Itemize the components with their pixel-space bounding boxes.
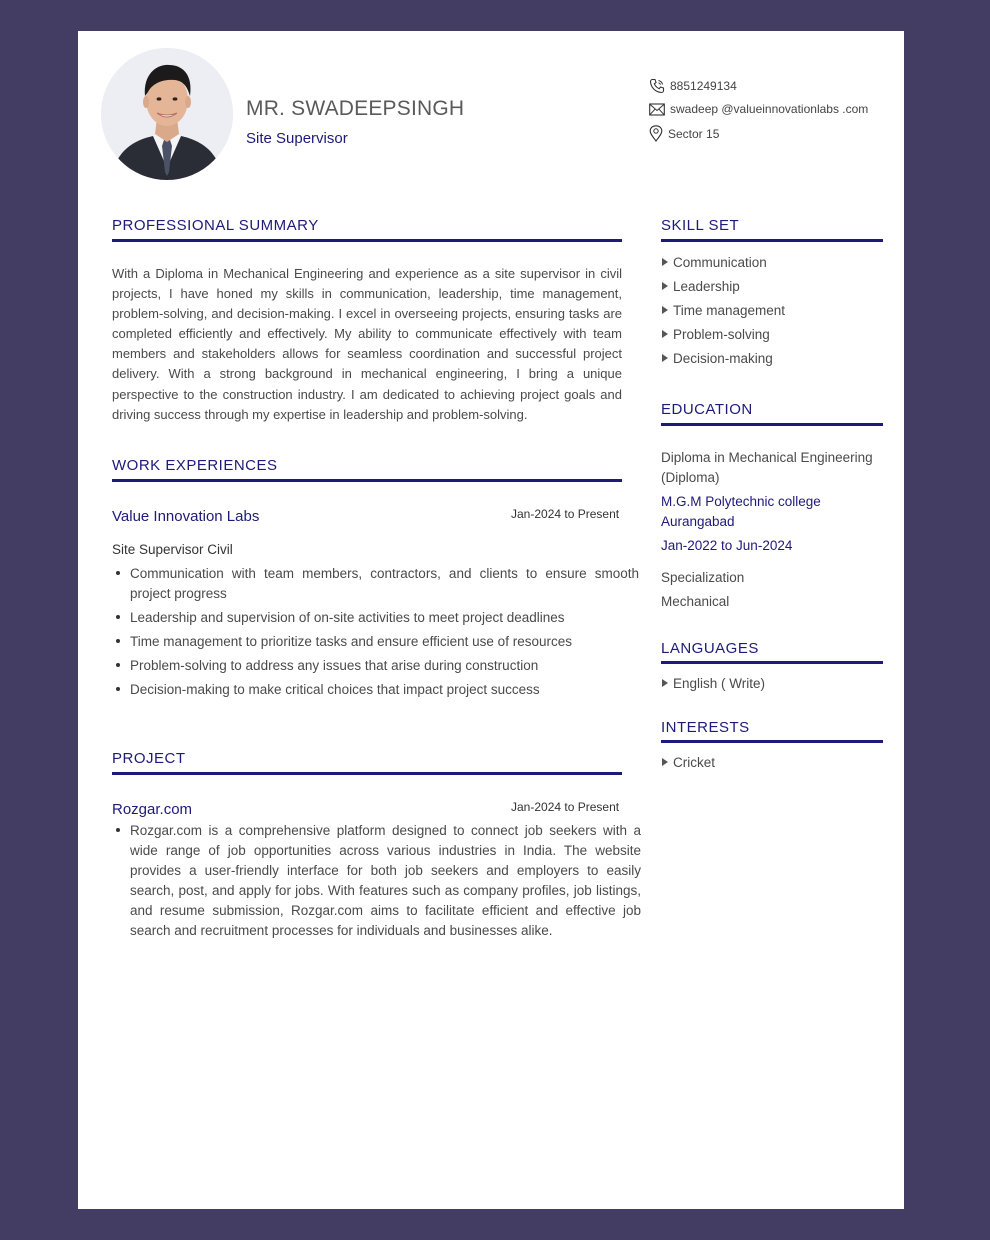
mail-icon xyxy=(649,103,665,116)
candidate-name: MR. SWADEEPSINGH xyxy=(246,97,465,120)
work-role: Site Supervisor Civil xyxy=(112,542,233,557)
education-spec-value: Mechanical xyxy=(661,594,730,609)
summary-heading: PROFESSIONAL SUMMARY xyxy=(112,217,319,234)
work-bullet: Decision-making to make critical choices that impact project success xyxy=(112,680,639,700)
interests-divider xyxy=(661,740,883,743)
summary-text: With a Diploma in Mechanical Engineering and experience as a site supervisor in civil projects, I have honed my skills in communication, leadership, time management, problem-solving, and decision-making. I excel in overseeing projects, ensuring tasks are completed efficiently and effectively. My ability to communicate effectively with team members and stakeholders allows for seamless coordination and successful project delivery. With a strong background in mechanical engineering, I bring a unique perspective to the construction industry. I am dedicated to achieving project goals and driving success through my expertise in leadership and problem-solving. xyxy=(112,266,622,422)
project-dates: Jan-2024 to Present xyxy=(511,800,620,814)
education-degree-type: (Diploma) xyxy=(661,470,720,485)
skill-item: Time management xyxy=(661,299,785,323)
education-college-name: M.G.M Polytechnic college xyxy=(661,494,821,509)
candidate-job-title: Site Supervisor xyxy=(246,130,348,147)
education-degree xyxy=(661,448,873,488)
languages-divider xyxy=(661,661,883,664)
location-pin-icon xyxy=(649,125,663,142)
project-heading: PROJECT xyxy=(112,750,186,767)
work-divider xyxy=(112,479,622,482)
work-bullet: Problem-solving to address any issues that arise during construction xyxy=(112,656,639,676)
skills-list xyxy=(661,251,785,371)
interests-heading: INTERESTS xyxy=(661,719,750,736)
work-heading: WORK EXPERIENCES xyxy=(112,457,278,474)
resume-page xyxy=(78,31,904,1209)
avatar xyxy=(101,48,233,180)
work-bullet: Time management to prioritize tasks and ensure efficient use of resources xyxy=(112,632,639,652)
work-dates: Jan-2024 to Present xyxy=(511,507,620,521)
education-college-city: Aurangabad xyxy=(661,514,735,529)
email-address: swadeep @valueinnovationlabs .com xyxy=(670,102,869,116)
profile-photo-illustration xyxy=(101,48,233,180)
education-college xyxy=(661,492,821,532)
project-bullet-list xyxy=(112,821,641,945)
contact-location xyxy=(649,125,719,142)
skills-heading: SKILL SET xyxy=(661,217,740,234)
phone-number: 8851249134 xyxy=(670,79,737,93)
languages-list xyxy=(661,672,765,696)
interests-list xyxy=(661,751,715,775)
work-bullet: Communication with team members, contractors, and clients to ensure smooth project progress xyxy=(112,564,639,604)
skill-item: Leadership xyxy=(661,275,785,299)
education-dates: Jan-2022 to Jun-2024 xyxy=(661,538,793,553)
work-bullet: Leadership and supervision of on-site activities to meet project deadlines xyxy=(112,608,639,628)
contact-phone xyxy=(649,78,737,94)
work-company: Value Innovation Labs xyxy=(112,508,260,525)
project-description: Rozgar.com is a comprehensive platform designed to connect job seekers with a wide range of job opportunities across various industries in India. The website provides a user-friendly interface for both job seekers and employers to easily search, post, and apply for jobs. With features such as company profiles, job listings, and resume submission, Rozgar.com aims to facilitate efficient and effective job search and recruitment processes for individuals and businesses alike. xyxy=(112,821,641,941)
languages-heading: LANGUAGES xyxy=(661,640,759,657)
language-item: English ( Write) xyxy=(661,672,765,696)
skill-item: Problem-solving xyxy=(661,323,785,347)
work-bullet-list xyxy=(112,564,639,704)
location-text: Sector 15 xyxy=(668,126,720,141)
skill-item: Decision-making xyxy=(661,347,785,371)
skills-divider xyxy=(661,239,883,242)
phone-icon xyxy=(649,78,665,94)
summary-divider xyxy=(112,239,622,242)
project-divider xyxy=(112,772,622,775)
contact-email xyxy=(649,102,868,116)
project-name: Rozgar.com xyxy=(112,801,193,818)
education-degree-line: Diploma in Mechanical Engineering xyxy=(661,450,873,465)
education-spec-label: Specialization xyxy=(661,570,745,585)
education-divider xyxy=(661,423,883,426)
interest-item: Cricket xyxy=(661,751,715,775)
education-heading: EDUCATION xyxy=(661,401,753,418)
skill-item: Communication xyxy=(661,251,785,275)
